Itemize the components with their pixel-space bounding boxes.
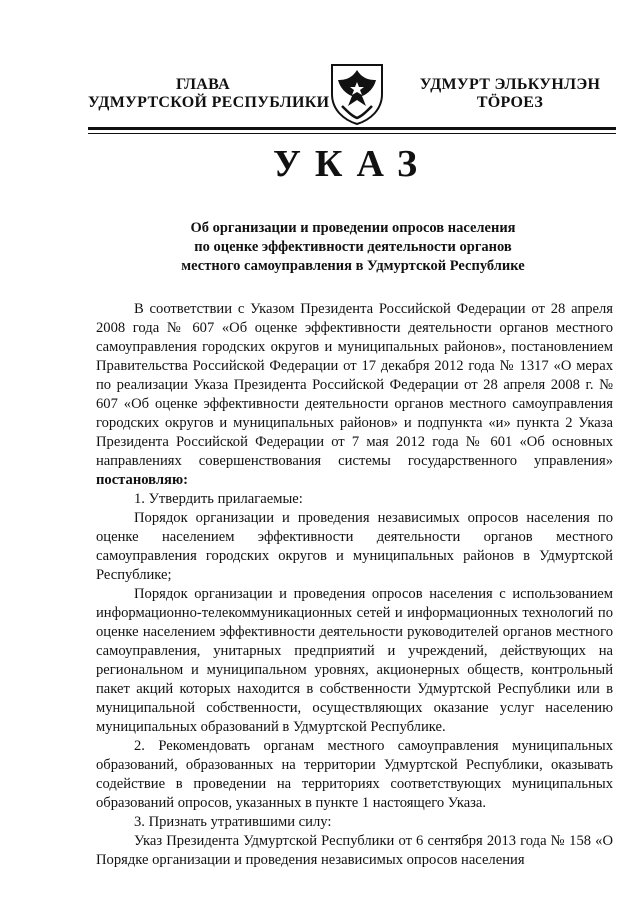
- item-1-subitem-a: Порядок организации и проведения независимых опросов населения по оценке населением эффективности деятельности органов местного самоуправления городских округов и муниципальных районов в Удмуртской Республике;: [96, 510, 613, 583]
- item-3-paragraph: 3. Признать утратившими силу:: [134, 814, 332, 830]
- item-2-paragraph: 2. Рекомендовать органам местного самоуправления муниципальных образований, образованных на территории Удмуртской Республики, оказывать содействие в проведении на территориях соответствующих муниципальных образований опросов, указанных в пункте 1 настоящего Указа.: [96, 738, 613, 811]
- issuer-header-russian: [88, 76, 330, 112]
- issuer-header-russian-line1: ГЛАВА: [176, 76, 230, 93]
- issuer-header-udmurt-line1: УДМУРТ ЭЛЬКУНЛЭН: [419, 76, 601, 93]
- decree-colon: :: [183, 472, 188, 488]
- coat-of-arms-udmurtia-icon: [328, 60, 386, 126]
- item-3-subitem-a: Указ Президента Удмуртской Республики от 6 сентября 2013 года № 158 «О Порядке организации и проведения независимых опросов населения: [96, 833, 613, 868]
- preamble-text: В соответствии с Указом Президента Российской Федерации от 28 апреля 2008 года № 607 «Об оценке эффективности деятельности органов местного самоуправления городских округов и муниципальных районов», постановлением Правительства Российской Федерации от 17 декабря 2012 года № 1317 «О мерах по реализации Указа Президента Российской Федерации от 28 апреля 2008 г. № 607 «Об оценке эффективности деятельности органов местного самоуправления городских округов и муниципальных районов» и подпункта «и» пункта 2 Указа Президента Российской Федерации от 7 мая 2012 года № 601 «Об основных направлениях совершенствования системы государственного управления»: [96, 301, 613, 469]
- document-title-line2: по оценке эффективности деятельности органов: [194, 239, 512, 255]
- document-title-line1: Об организации и проведении опросов населения: [190, 220, 516, 236]
- preamble-paragraph: [96, 300, 613, 490]
- document-title: [120, 219, 586, 276]
- document-title-line3: местного самоуправления в Удмуртской Республике: [181, 258, 525, 274]
- issuer-header-russian-line2: УДМУРТСКОЙ РЕСПУБЛИКИ: [88, 94, 330, 111]
- header-divider-thick: [88, 127, 616, 130]
- header-divider-thin: [88, 133, 616, 134]
- item-1-subitem-b: Порядок организации и проведения опросов населения с использованием информационно-телекоммуникационных сетей и информационных технологий по оценке населением эффективности деятельности руководителей органов местного самоуправления, унитарных предприятий и учреждений, действующих на региональном и муниципальном уровнях, акционерных обществ, контрольный пакет акций которых находится в собственности Удмуртской Республики или в муниципальной собственности, осуществляющих оказание услуг населению муниципальных образований в Удмуртской Республике.: [96, 586, 613, 735]
- item-1-paragraph: 1. Утвердить прилагаемые:: [134, 491, 303, 507]
- issuer-header-udmurt-line2: ТӦРОЕЗ: [476, 94, 544, 111]
- issuer-header-udmurt: [405, 76, 615, 112]
- document-type-heading: УКАЗ: [273, 143, 431, 185]
- decree-word: постановляю: [96, 472, 184, 488]
- document-body: [96, 300, 613, 870]
